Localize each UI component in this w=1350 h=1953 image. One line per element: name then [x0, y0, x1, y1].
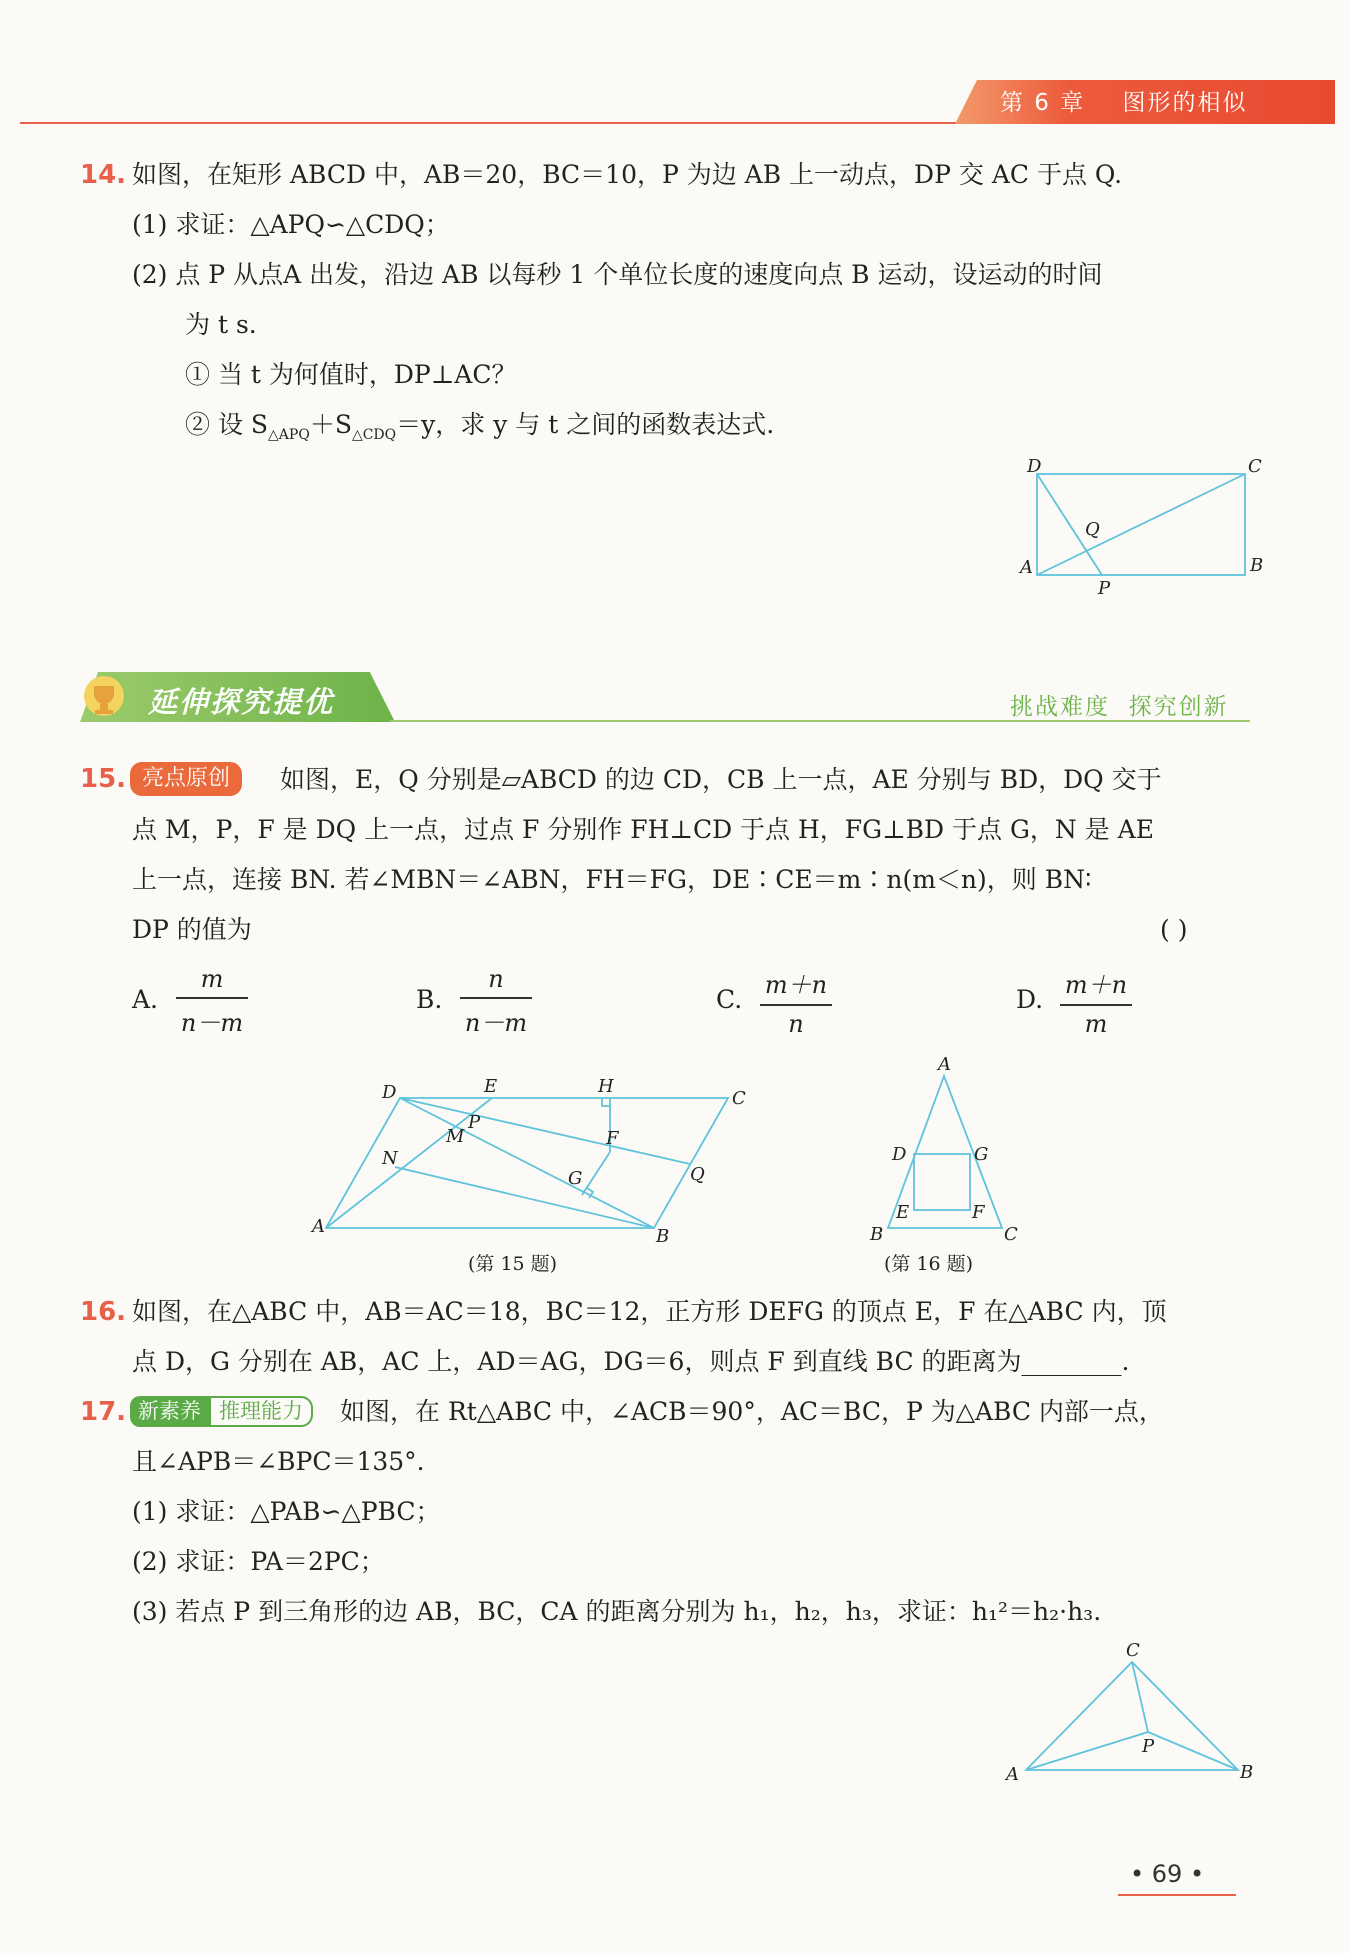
label-a: A: [312, 1216, 325, 1237]
option-b-fraction: n n－m: [460, 965, 532, 1038]
q14-part-2-cont: 为 t s.: [185, 310, 257, 339]
q17-part-2: (2) 求证：PA＝2PC；: [132, 1547, 385, 1576]
label-e: E: [484, 1076, 498, 1097]
q16-figure: [860, 1050, 1040, 1280]
section-title: 延伸探究提优: [148, 685, 335, 719]
label-f: F: [972, 1202, 985, 1223]
label-a: A: [1006, 1764, 1019, 1785]
question-number-17: 17.: [80, 1397, 127, 1427]
q14-part-1: (1) 求证：△APQ∽△CDQ；: [132, 210, 450, 239]
diagonal-ac: [1037, 474, 1245, 575]
q17-badge: 新素养 推理能力: [130, 1396, 313, 1427]
option-d-fraction: m＋n m: [1060, 965, 1132, 1038]
q15-line-4: DP 的值为: [132, 915, 252, 944]
q17-figure: [990, 1640, 1260, 1790]
chapter-title: 第 6 章 图形的相似: [1000, 90, 1248, 116]
trophy-icon: [78, 672, 138, 724]
label-g: G: [568, 1168, 583, 1189]
q14-figure: [1010, 450, 1270, 600]
label-f: F: [606, 1128, 619, 1149]
q15-line-3: 上一点，连接 BN. 若∠MBN＝∠ABN，FH＝FG，DE∶CE＝m∶n(m＜n)，则 BN∶: [132, 865, 1092, 894]
label-q: Q: [690, 1164, 705, 1185]
label-b: B: [656, 1226, 670, 1247]
segment-cp: [1132, 1662, 1148, 1732]
label-g: G: [974, 1144, 989, 1165]
q15-line-2: 点 M，P，F 是 DQ 上一点，过点 F 分别作 FH⊥CD 于点 H，FG⊥BD 于点 G，N 是 AE: [132, 815, 1154, 844]
question-number-14: 14.: [80, 160, 127, 190]
segment-dq: [400, 1098, 690, 1164]
label-h: H: [598, 1076, 614, 1097]
option-b-letter: B.: [416, 985, 443, 1014]
segment-bn: [395, 1167, 654, 1228]
q15-figure: [300, 1070, 760, 1280]
q14-sub-1: ① 当 t 为何值时，DP⊥AC？: [185, 360, 517, 389]
segment-bp: [1148, 1732, 1238, 1770]
label-d: D: [1027, 456, 1042, 477]
triangle-abc: [1026, 1662, 1238, 1770]
label-a: A: [938, 1054, 951, 1075]
q14-stem: 如图，在矩形 ABCD 中，AB＝20，BC＝10，P 为边 AB 上一动点，DP 交 AC 于点 Q.: [132, 160, 1123, 189]
section-subtitle: 挑战难度 探究创新: [1010, 694, 1229, 720]
label-b: B: [1250, 555, 1264, 576]
question-number-16: 16.: [80, 1297, 127, 1327]
right-angle-h: [602, 1098, 610, 1106]
label-p: P: [468, 1112, 481, 1133]
q17-line-1: 如图，在 Rt△ABC 中，∠ACB＝90°，AC＝BC，P 为△ABC 内部一点，: [340, 1397, 1164, 1426]
q14-part-2: (2) 点 P 从点A 出发，沿边 AB 以每秒 1 个单位长度的速度向点 B 运动，设运动的时间: [132, 260, 1103, 289]
q16-line-2: 点 D，G 分别在 AB，AC 上，AD＝AG，DG＝6，则点 F 到直线 BC 的距离为________.: [132, 1347, 1130, 1376]
q14-sub-2: ② 设 $S_{\triangle APQ}+S_{\triangle CDQ}=y$，求 y 与 t 之间的函数表达式.: [185, 410, 775, 443]
label-c: C: [1126, 1640, 1140, 1661]
figure-15-caption: (第 15 题): [468, 1253, 558, 1275]
figure-16-caption: (第 16 题): [884, 1253, 974, 1275]
label-d: D: [892, 1144, 907, 1165]
label-e: E: [896, 1202, 910, 1223]
label-m: M: [446, 1126, 465, 1147]
q15-badge: 亮点原创: [130, 762, 242, 796]
answer-bracket: ( ): [1160, 915, 1188, 944]
label-n: N: [382, 1148, 398, 1169]
q17-line-2: 且∠APB＝∠BPC＝135°.: [132, 1447, 425, 1476]
segment-fg: [582, 1152, 610, 1195]
label-a: A: [1020, 557, 1033, 578]
option-d-letter: D.: [1016, 985, 1044, 1014]
option-c-fraction: m＋n n: [760, 965, 832, 1038]
q17-part-1: (1) 求证：△PAB∽△PBC；: [132, 1497, 441, 1526]
label-p: P: [1142, 1736, 1155, 1757]
label-b: B: [1240, 1762, 1254, 1783]
q15-line-1: 如图，E，Q 分别是▱ABCD 的边 CD，CB 上一点，AE 分别与 BD，DQ 交于: [280, 765, 1162, 794]
label-c: C: [732, 1088, 746, 1109]
square-defg: [914, 1154, 970, 1210]
option-a-fraction: m n－m: [176, 965, 248, 1038]
question-number-15: 15.: [80, 764, 127, 794]
diagonal-bd: [400, 1098, 654, 1228]
label-d: D: [382, 1082, 397, 1103]
label-b: B: [870, 1224, 884, 1245]
label-p: P: [1098, 578, 1111, 599]
page-number: • 69 •: [1130, 1860, 1205, 1888]
option-a-letter: A.: [132, 985, 159, 1014]
option-c-letter: C.: [716, 985, 743, 1014]
q17-part-3: (3) 若点 P 到三角形的边 AB，BC，CA 的距离分别为 h₁，h₂，h₃，求证：h₁²＝h₂·h₃.: [132, 1597, 1102, 1626]
label-c: C: [1248, 456, 1262, 477]
label-c: C: [1004, 1224, 1018, 1245]
page-number-underline: [1118, 1894, 1236, 1896]
q16-line-1: 如图，在△ABC 中，AB＝AC＝18，BC＝12，正方形 DEFG 的顶点 E，F 在△ABC 内，顶: [132, 1297, 1167, 1326]
label-q: Q: [1085, 519, 1100, 540]
